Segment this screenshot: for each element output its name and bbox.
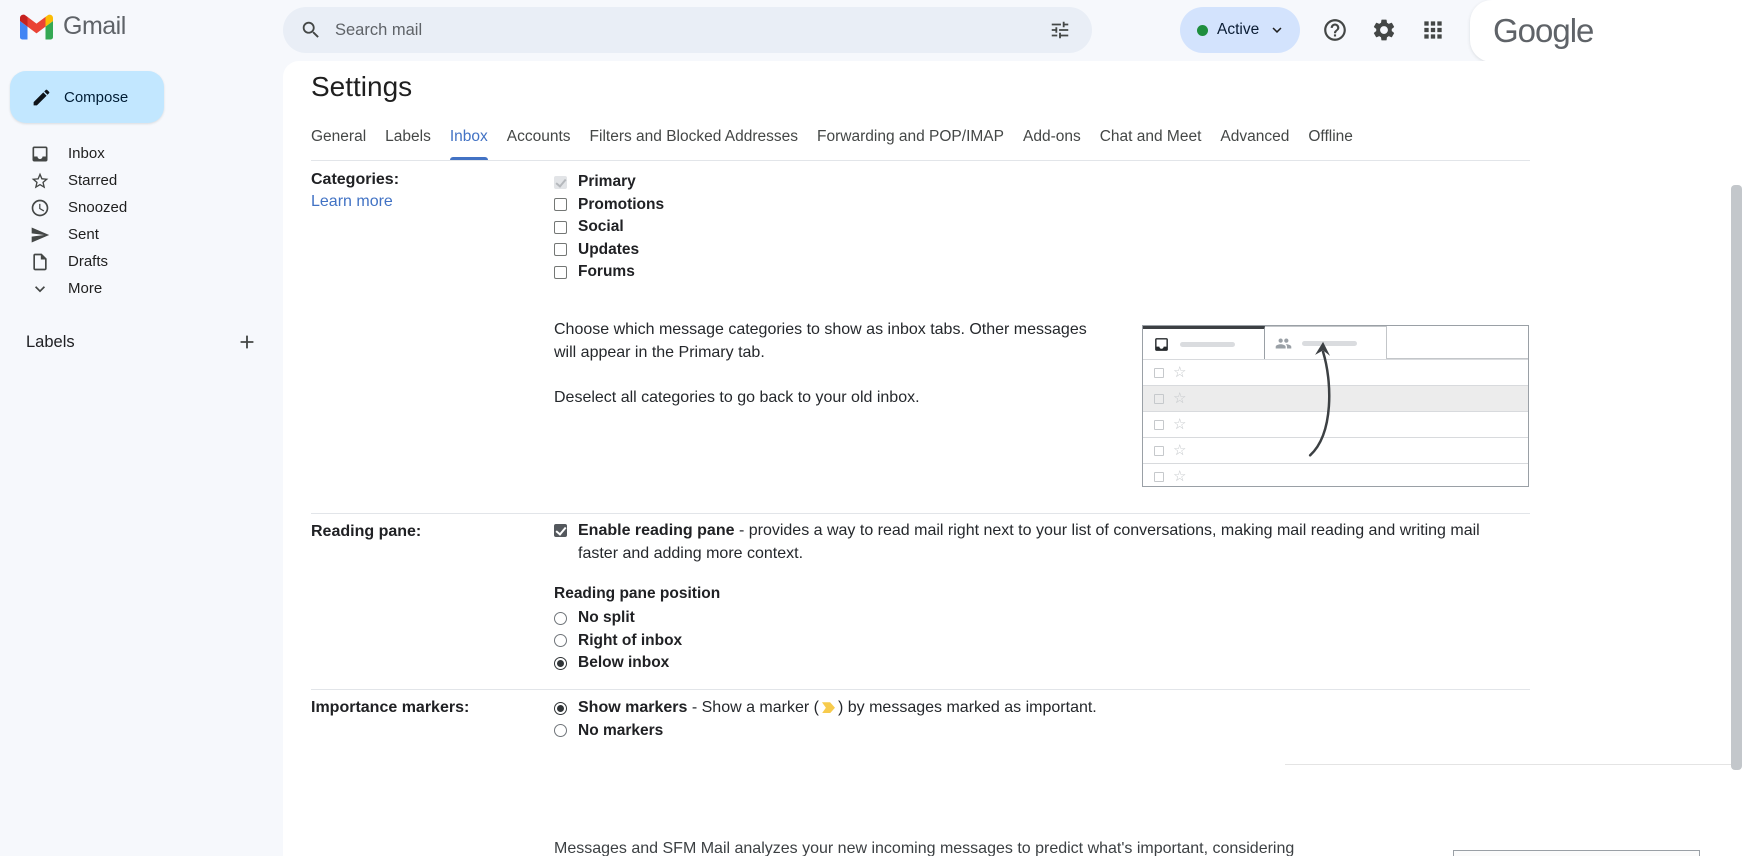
tab-offline[interactable]: Offline bbox=[1308, 128, 1353, 145]
checkbox[interactable] bbox=[554, 266, 567, 279]
topbar bbox=[0, 0, 1743, 61]
categories-label: Categories: bbox=[311, 171, 400, 188]
sidebar-item-snoozed[interactable]: Snoozed bbox=[0, 194, 275, 221]
sidebar-item-sent[interactable]: Sent bbox=[0, 221, 275, 248]
tab-labels[interactable]: Labels bbox=[385, 128, 431, 145]
sidebar-item-inbox[interactable]: Inbox bbox=[0, 140, 275, 167]
tab-add-ons[interactable]: Add-ons bbox=[1022, 128, 1081, 145]
categories-deselect-note: Deselect all categories to go back to your old inbox. bbox=[554, 389, 920, 406]
placeholder-bar bbox=[1302, 341, 1357, 346]
placeholder-bar bbox=[1180, 342, 1235, 347]
star-icon: ☆ bbox=[1173, 442, 1187, 459]
tab-chat-and-meet[interactable]: Chat and Meet bbox=[1099, 128, 1202, 145]
tab-accounts[interactable]: Accounts bbox=[506, 128, 571, 145]
clock-icon bbox=[30, 198, 50, 218]
star-icon: ☆ bbox=[1173, 416, 1187, 433]
star-icon: ☆ bbox=[1173, 468, 1187, 485]
illustration-row bbox=[1143, 463, 1528, 486]
show-markers-pre: - Show a marker ( bbox=[691, 699, 819, 717]
radio-button[interactable] bbox=[554, 702, 567, 715]
search-input[interactable] bbox=[335, 21, 1027, 40]
learn-more-link[interactable]: Learn more bbox=[311, 193, 393, 210]
sidebar bbox=[0, 61, 283, 856]
checkbox[interactable] bbox=[554, 243, 567, 256]
tabs-divider bbox=[311, 160, 1530, 161]
illustration-row bbox=[1143, 411, 1528, 437]
no-markers-option[interactable] bbox=[554, 720, 1097, 743]
search-bar[interactable] bbox=[283, 7, 1092, 53]
page-title: Settings bbox=[311, 71, 413, 102]
tab-inbox[interactable]: Inbox bbox=[450, 122, 488, 160]
sidebar-item-starred[interactable]: Starred bbox=[0, 167, 275, 194]
tab-general[interactable]: General bbox=[311, 128, 367, 145]
search-icon[interactable] bbox=[300, 19, 322, 41]
labels-header: Labels bbox=[26, 332, 75, 351]
illustration-row-highlighted bbox=[1143, 385, 1528, 411]
show-markers-post: ) by messages marked as important. bbox=[837, 699, 1097, 717]
position-option-right-of-inbox[interactable]: Right of inbox bbox=[554, 630, 682, 653]
illustration-row bbox=[1143, 437, 1528, 463]
enable-reading-pane-option[interactable] bbox=[554, 520, 1514, 565]
checkbox-placeholder bbox=[1154, 394, 1164, 404]
plus-icon[interactable] bbox=[236, 331, 258, 353]
position-option-below-inbox[interactable]: Below inbox bbox=[554, 652, 682, 675]
chevron-down-icon bbox=[30, 279, 50, 299]
reading-pane-label: Reading pane: bbox=[311, 523, 422, 540]
star-icon bbox=[30, 171, 50, 191]
illustration-primary-tab bbox=[1143, 326, 1265, 359]
chevron-down-icon bbox=[1268, 21, 1286, 39]
tune-icon bbox=[1049, 19, 1071, 41]
categories-illustration bbox=[1142, 325, 1529, 487]
radio-button[interactable] bbox=[554, 657, 567, 670]
importance-description-clipped: Messages and SFM Mail analyzes your new incoming messages to predict what's important, considering bbox=[554, 840, 1294, 856]
gmail-logo-text: Gmail bbox=[63, 12, 126, 40]
star-icon: ☆ bbox=[1173, 364, 1187, 381]
google-logo-card bbox=[1470, 0, 1743, 62]
illustration-social-tab bbox=[1265, 326, 1387, 359]
people-icon bbox=[1275, 335, 1292, 352]
importance-illustration-edge bbox=[1285, 764, 1735, 765]
tab-forwarding-and-pop-imap[interactable]: Forwarding and POP/IMAP bbox=[817, 128, 1004, 145]
compose-button[interactable] bbox=[10, 71, 164, 123]
status-chip[interactable] bbox=[1180, 7, 1300, 53]
compose-label: Compose bbox=[64, 88, 129, 106]
status-label: Active bbox=[1217, 21, 1260, 38]
pencil-icon bbox=[31, 87, 52, 108]
checkbox[interactable] bbox=[554, 221, 567, 234]
inbox-icon bbox=[30, 144, 50, 164]
inbox-filled-icon bbox=[1153, 336, 1170, 353]
importance-options bbox=[554, 697, 1097, 742]
checkbox-placeholder bbox=[1154, 420, 1164, 430]
reading-pane-position-options bbox=[554, 607, 682, 675]
draft-icon bbox=[30, 252, 50, 272]
show-markers-title: Show markers bbox=[578, 699, 688, 717]
gmail-m-icon bbox=[20, 14, 53, 40]
checkbox[interactable] bbox=[554, 524, 567, 537]
importance-markers-label: Importance markers: bbox=[311, 699, 470, 716]
checkbox-placeholder bbox=[1154, 472, 1164, 482]
google-logo-text: Google bbox=[1493, 12, 1594, 49]
reading-pane-position-header: Reading pane position bbox=[554, 585, 721, 602]
tab-filters-and-blocked-addresses[interactable]: Filters and Blocked Addresses bbox=[589, 128, 799, 145]
show-markers-option[interactable] bbox=[554, 697, 1097, 720]
enable-reading-pane-description: - provides a way to read mail right next to your list of conversations, making mail reading and writing mail faster and adding more context. bbox=[578, 522, 1480, 562]
radio-button[interactable] bbox=[554, 724, 567, 737]
importance-illustration-partial bbox=[1453, 850, 1700, 856]
category-option-primary[interactable]: Primary bbox=[554, 171, 664, 194]
search-options-button[interactable] bbox=[1040, 10, 1080, 50]
enable-reading-pane-title: Enable reading pane bbox=[578, 522, 735, 539]
category-option-forums[interactable]: Forums bbox=[554, 261, 664, 284]
category-options bbox=[554, 171, 664, 284]
categories-description: Choose which message categories to show as inbox tabs. Other messages will appear in the Primary tab. bbox=[554, 321, 1087, 361]
sidebar-item-drafts[interactable]: Drafts bbox=[0, 248, 275, 275]
checkbox-placeholder bbox=[1154, 446, 1164, 456]
category-option-social[interactable]: Social bbox=[554, 216, 664, 239]
star-icon: ☆ bbox=[1173, 390, 1187, 407]
sidebar-nav bbox=[0, 140, 275, 302]
illustration-row bbox=[1143, 359, 1528, 385]
checkbox-placeholder bbox=[1154, 368, 1164, 378]
position-option-no-split[interactable]: No split bbox=[554, 607, 682, 630]
radio-button[interactable] bbox=[554, 634, 567, 647]
no-markers-title: No markers bbox=[578, 721, 664, 739]
apps-grid-icon[interactable] bbox=[1420, 17, 1446, 43]
sidebar-item-more[interactable]: More bbox=[0, 275, 275, 302]
settings-gear-icon[interactable] bbox=[1371, 17, 1397, 43]
importance-divider bbox=[311, 689, 1530, 690]
category-option-updates[interactable]: Updates bbox=[554, 239, 664, 262]
status-active-dot bbox=[1197, 25, 1208, 36]
radio-button[interactable] bbox=[554, 612, 567, 625]
illustration-rows bbox=[1143, 359, 1528, 486]
checkbox[interactable] bbox=[554, 198, 567, 211]
reading-pane-divider bbox=[311, 513, 1530, 514]
checkbox[interactable] bbox=[554, 176, 567, 189]
scrollbar-thumb[interactable] bbox=[1731, 185, 1742, 770]
send-icon bbox=[30, 225, 50, 245]
category-option-promotions[interactable]: Promotions bbox=[554, 194, 664, 217]
gmail-logo[interactable] bbox=[20, 12, 126, 41]
settings-tabs bbox=[311, 122, 1353, 160]
tab-advanced[interactable]: Advanced bbox=[1220, 128, 1290, 145]
settings-panel bbox=[283, 61, 1743, 856]
importance-marker-icon bbox=[822, 702, 835, 713]
help-icon[interactable] bbox=[1322, 17, 1348, 43]
labels-header-row bbox=[26, 331, 258, 353]
